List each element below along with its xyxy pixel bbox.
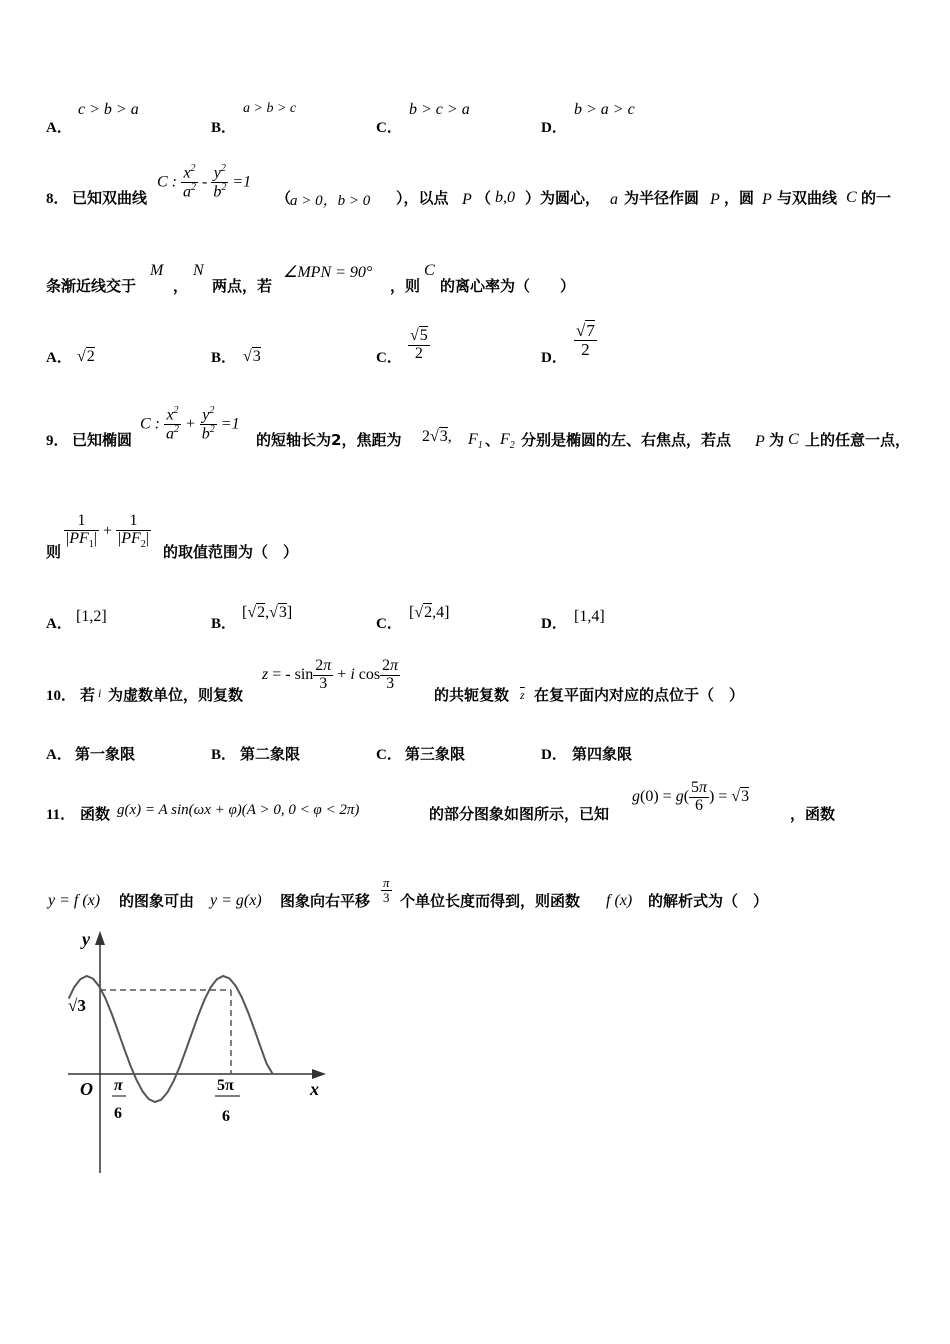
option-text: 第一象限 [75, 745, 136, 763]
option-expr: c > b > a [78, 101, 139, 118]
y-axis-label: y [82, 929, 90, 949]
given-condition: g(0) = g( $\frac{5\pi}{6}$ ) = √3 [632, 779, 750, 814]
question-number: 9． [46, 433, 69, 449]
sine-graph [60, 925, 340, 1180]
option-label: B． [211, 120, 237, 136]
option-label: A． [46, 616, 72, 632]
option-expr: b > a > c [574, 101, 635, 118]
option-expr: [√2,√3] [242, 604, 293, 621]
pi-six-denominator: 6 [114, 1105, 122, 1122]
sqrt3-label: √3 [68, 996, 86, 1015]
option-label: A． [46, 747, 72, 763]
option-label: A． [46, 350, 72, 366]
option-label: A． [46, 120, 72, 136]
option-expr: √3 [243, 348, 261, 365]
focal-distance: 2√3, [422, 428, 452, 445]
option-label: B． [211, 350, 237, 366]
complex-number: z = - sin $\frac{2\pi}{3}$ + i cos $\frac{2\pi}{3}$ [262, 657, 399, 692]
option-label: C． [376, 120, 402, 136]
angle-condition: ∠MPN = 90° [283, 264, 373, 281]
option-label: D． [541, 616, 567, 632]
question-number: 8． [46, 191, 69, 207]
five-pi-six-denominator: 6 [222, 1108, 230, 1125]
option-text: 第三象限 [405, 745, 466, 763]
option-expr: [1,4] [574, 608, 605, 625]
x-axis-arrow [312, 1069, 326, 1079]
option-expr: b > c > a [409, 101, 470, 118]
option-label: C． [376, 616, 402, 632]
condition: a > 0，b > 0 [290, 193, 371, 209]
option-text: 第二象限 [240, 745, 301, 763]
question-text: 已知双曲线 [72, 189, 148, 207]
question-number: 11． [46, 807, 76, 823]
option-label: D． [541, 350, 567, 366]
option-expr: [1,2] [76, 608, 107, 625]
option-text: 第四象限 [572, 745, 633, 763]
center-point: b,0 [495, 189, 515, 206]
y-axis-arrow [95, 931, 105, 945]
option-expr: √2 [77, 348, 95, 365]
option-label: B． [211, 747, 237, 763]
option-expr: $\frac{√7}{2}$ [576, 321, 595, 359]
option-expr: $\frac{√5}{2}$ [410, 327, 428, 362]
x-axis-label: x [310, 1079, 319, 1099]
hyperbola-equation: C : $\frac{x^2}{a^2}$ - $\frac{y^2}{b^2}$ =1 [157, 163, 252, 201]
function-definition: g(x) = A sin(ωx + φ)(A > 0, 0 < φ < 2π) [117, 802, 360, 818]
pi-six-numerator: π [114, 1077, 123, 1094]
option-label: C． [376, 747, 402, 763]
origin-label: O [80, 1079, 93, 1099]
option-label: B． [211, 616, 237, 632]
option-expr: a > b > c [243, 101, 297, 116]
option-label: D． [541, 747, 567, 763]
reciprocal-sum: $\frac{1}{|PF_1|}$ + $\frac{1}{|PF_2|}$ [66, 512, 149, 550]
ellipse-equation: C : $\frac{x^2}{a^2}$ + $\frac{y^2}{b^2}$ =1 [140, 405, 240, 443]
option-expr: [√2,4] [409, 604, 450, 621]
option-label: C． [376, 350, 402, 366]
question-number: 10． [46, 688, 77, 704]
five-pi-six-numerator: 5π [217, 1077, 234, 1094]
option-label: D． [541, 120, 567, 136]
